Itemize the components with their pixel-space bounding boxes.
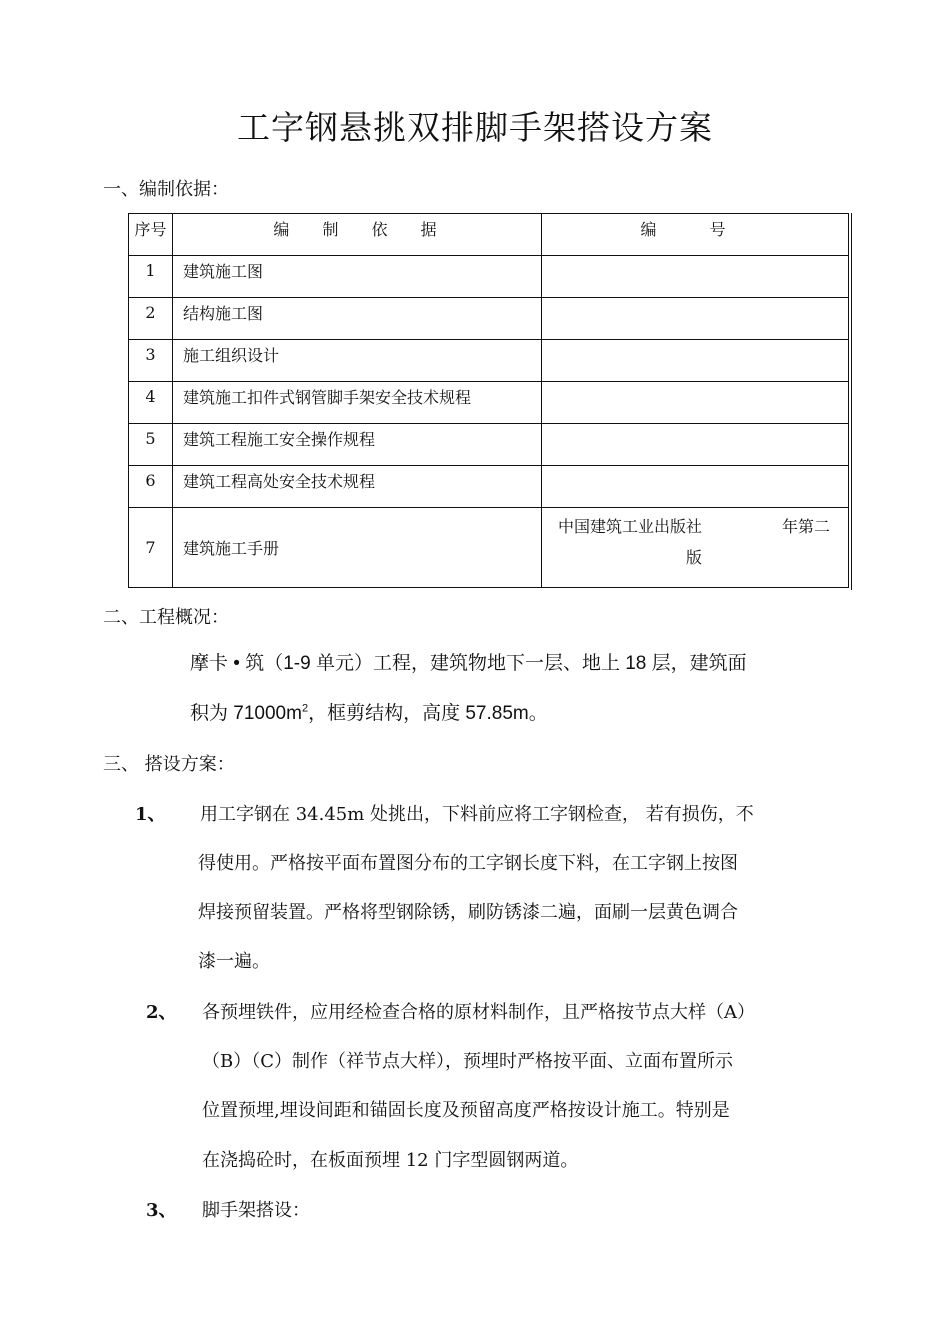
row-basis: 建筑施工手册 xyxy=(173,508,542,588)
row-basis: 结构施工图 xyxy=(173,298,542,340)
row-code xyxy=(542,466,849,508)
table-row xyxy=(129,256,849,298)
item-2-line: （B）（C）制作（祥节点大样），预埋时严格按平面、立面布置所示 xyxy=(202,1051,733,1072)
row-code xyxy=(542,424,849,466)
table-row xyxy=(129,424,849,466)
row-num: 5 xyxy=(129,424,173,466)
table-row xyxy=(129,340,849,382)
document-title: 工字钢悬挑双排脚手架搭设方案 xyxy=(237,108,713,147)
header-code: 编 号 xyxy=(542,214,849,256)
item-3-line: 脚手架搭设： xyxy=(202,1200,310,1221)
row-code xyxy=(542,256,849,298)
row-code xyxy=(542,298,849,340)
section-1-heading: 一、编制依据： xyxy=(103,179,229,200)
row-num: 3 xyxy=(129,340,173,382)
section-2-heading: 二、工程概况： xyxy=(103,607,229,628)
basis-table xyxy=(128,213,849,588)
row-num: 1 xyxy=(129,256,173,298)
overview-line-2 xyxy=(190,698,548,725)
header-num: 序号 xyxy=(129,214,173,256)
publisher-line-2: 版 xyxy=(685,548,702,567)
item-2-line: 各预埋铁件，应用经检查合格的原材料制作，且严格按节点大样（A） xyxy=(202,1002,755,1023)
item-1-line: 漆一遍。 xyxy=(198,951,270,972)
row-num: 4 xyxy=(129,382,173,424)
item-2-line: 在浇捣砼时，在板面预埋 12 门字型圆钢两道。 xyxy=(202,1150,579,1171)
overview-structure: ，框剪结构，高度 57.85m。 xyxy=(308,703,548,724)
row-basis: 建筑施工图 xyxy=(173,256,542,298)
table-row xyxy=(129,508,849,588)
publisher-text xyxy=(542,511,848,573)
row-basis: 建筑工程高处安全技术规程 xyxy=(173,466,542,508)
row-basis: 施工组织设计 xyxy=(173,340,542,382)
table-right-rule xyxy=(851,213,852,590)
table-header-row xyxy=(129,214,849,256)
publisher-year-edition: 年第二 xyxy=(781,517,830,536)
area-superscript: 2 xyxy=(301,702,309,715)
overview-area: 积为 71000m xyxy=(190,703,302,724)
row-basis: 建筑施工扣件式钢管脚手架安全技术规程 xyxy=(173,382,542,424)
row-num: 7 xyxy=(129,508,173,588)
row-code xyxy=(542,508,849,588)
table-row xyxy=(129,382,849,424)
row-num: 2 xyxy=(129,298,173,340)
publisher-line-1 xyxy=(558,511,830,542)
row-code xyxy=(542,382,849,424)
item-1-line: 焊接预留装置。严格将型钢除锈，刷防锈漆二遍，面刷一层黄色调合 xyxy=(198,902,738,923)
section-3-heading: 三、 搭设方案： xyxy=(103,754,235,775)
table-row xyxy=(129,466,849,508)
overview-line-1: 摩卡 • 筑（1-9 单元）工程，建筑物地下一层、地上 18 层，建筑面 xyxy=(190,653,747,674)
row-code xyxy=(542,340,849,382)
item-3-number: 3、 xyxy=(146,1200,177,1221)
item-2-number: 2、 xyxy=(146,1002,177,1023)
item-1-line: 得使用。严格按平面布置图分布的工字钢长度下料，在工字钢上按图 xyxy=(198,853,738,874)
item-1-line: 用工字钢在 34.45m 处挑出，下料前应将工字钢检查， 若有损伤，不 xyxy=(200,804,754,825)
item-1-number: 1、 xyxy=(135,804,166,825)
item-2-line: 位置预埋,埋设间距和锚固长度及预留高度严格按设计施工。特别是 xyxy=(202,1100,730,1121)
row-basis: 建筑工程施工安全操作规程 xyxy=(173,424,542,466)
publisher-name: 中国建筑工业出版社 xyxy=(558,517,703,536)
table-row xyxy=(129,298,849,340)
row-num: 6 xyxy=(129,466,173,508)
header-basis: 编 制 依 据 xyxy=(173,214,542,256)
